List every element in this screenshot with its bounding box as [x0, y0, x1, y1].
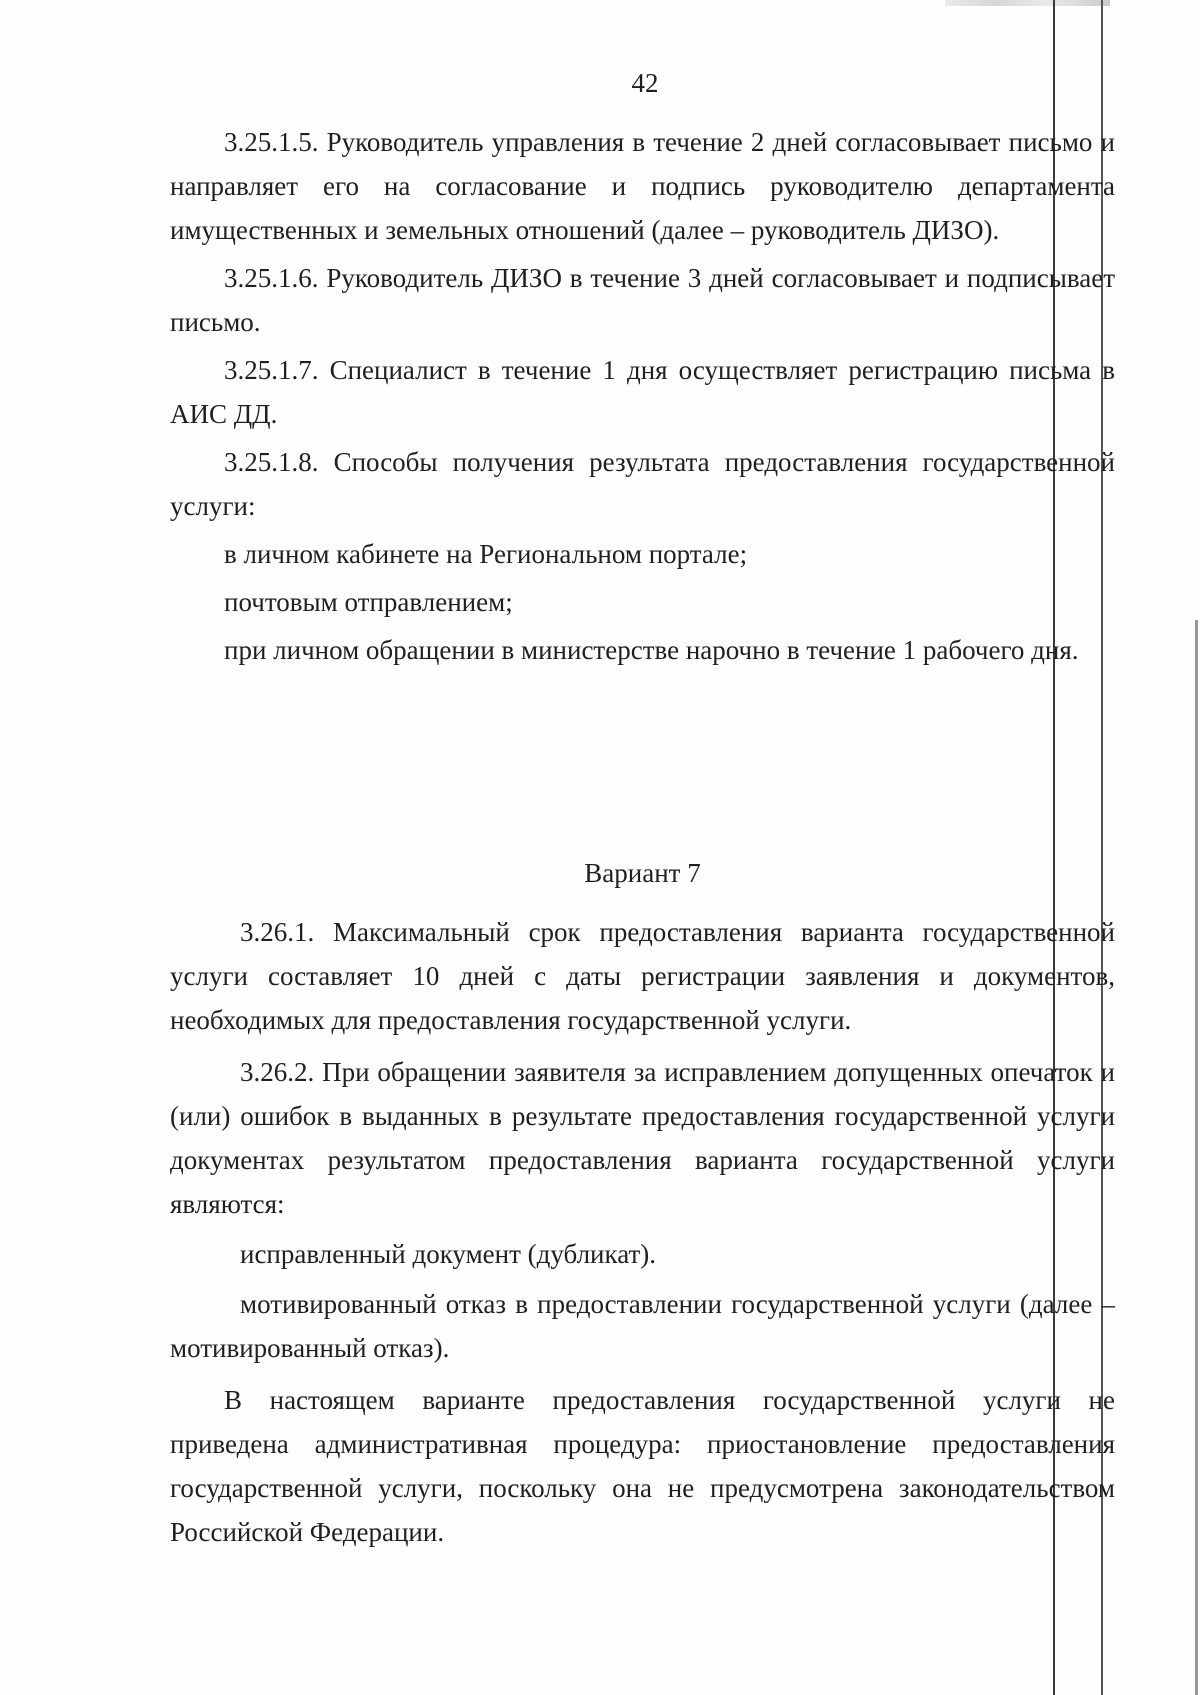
- result-item-corrected-document: исправленный документ (дубликат).: [240, 1239, 657, 1269]
- paragraph-3-25-1-7: 3.25.1.7. Специалист в течение 1 дня осуществляет регистрацию письма в АИС ДД.: [170, 355, 1115, 429]
- scan-artifact: [945, 0, 1110, 6]
- paragraph-3-26-1: 3.26.1. Максимальный срок предоставления варианта государственной услуги составляет 10 дней с даты регистрации заявления и документов, необходимых для предоставления государственной услуги.: [170, 917, 1115, 1035]
- paragraph-procedure-note: В настоящем варианте предоставления государственной услуги не приведена административная процедура: приостановление предоставления государственной услуги, поскольку она не предусмотрена законодательством Российской Федерации.: [170, 1385, 1115, 1547]
- section-2: [170, 910, 1115, 1554]
- section-1: [170, 120, 1115, 672]
- variant-heading: Вариант 7: [584, 858, 701, 888]
- paragraph-3-25-1-5: 3.25.1.5. Руководитель управления в течение 2 дней согласовывает письмо и направляет его на согласование и подпись руководителю департамента имущественных и земельных отношений (далее – руководитель ДИЗО).: [170, 127, 1115, 245]
- list-item-mail: почтовым отправлением;: [224, 587, 513, 617]
- paragraph-3-25-1-8: 3.25.1.8. Способы получения результата предоставления государственной услуги:: [170, 447, 1115, 521]
- paragraph-3-25-1-6: 3.25.1.6. Руководитель ДИЗО в течение 3 дней согласовывает и подписывает письмо.: [170, 263, 1115, 337]
- paragraph-3-26-2: 3.26.2. При обращении заявителя за исправлением допущенных опечаток и (или) ошибок в выданных в результате предоставления государственной услуги документах результатом предоставления варианта государственной услуги являются:: [170, 1057, 1115, 1219]
- list-item-portal: в личном кабинете на Региональном портале;: [224, 539, 748, 569]
- scan-edge-line: [1195, 620, 1198, 1695]
- page-number: 42: [631, 68, 659, 98]
- result-item-refusal: мотивированный отказ в предоставлении государственной услуги (далее – мотивированный отказ).: [170, 1289, 1115, 1363]
- list-item-in-person: при личном обращении в министерстве нарочно в течение 1 рабочего дня.: [224, 635, 1079, 665]
